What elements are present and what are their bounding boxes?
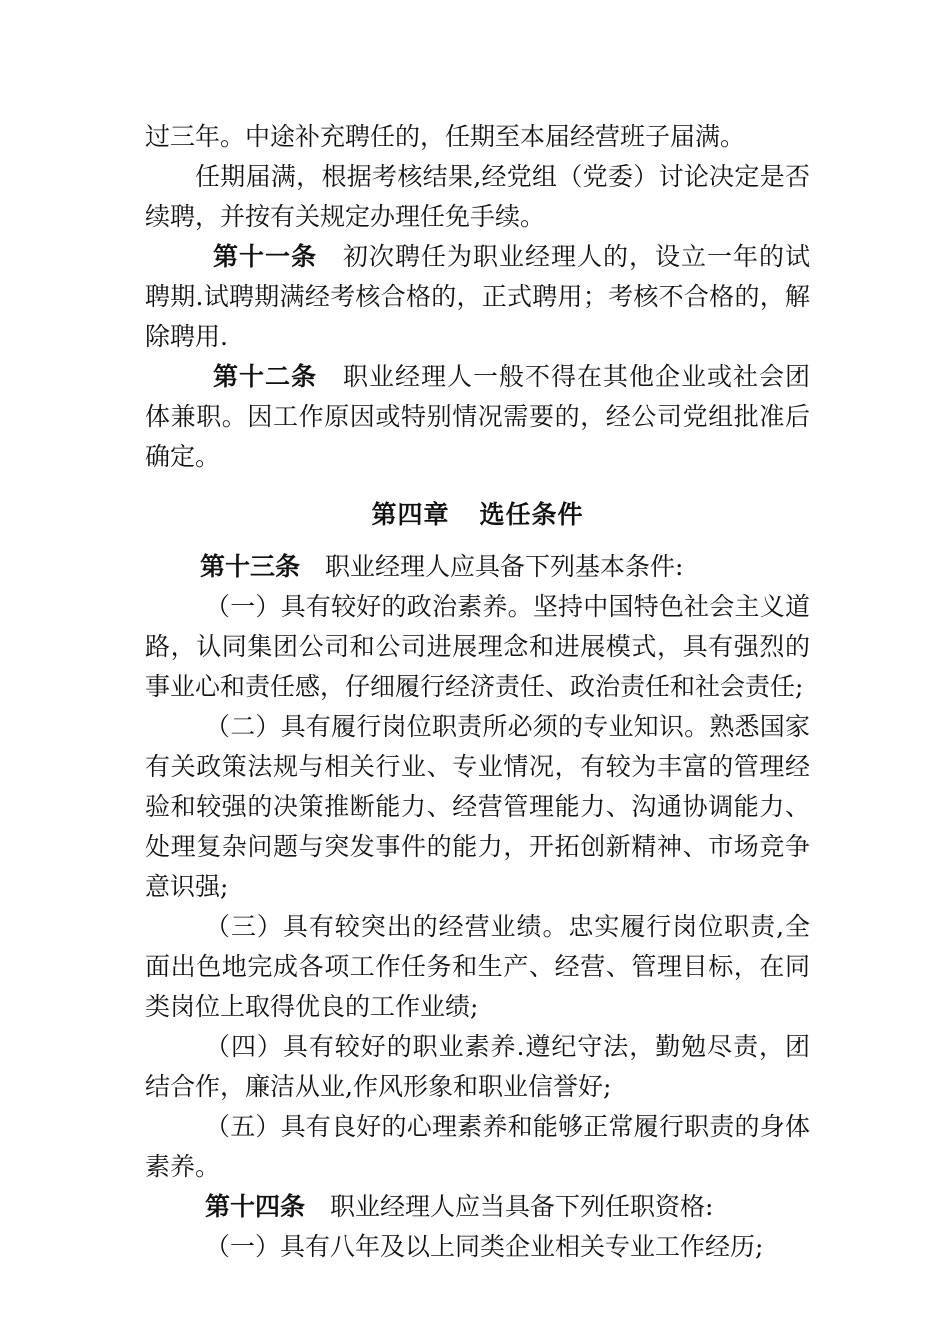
article-11-label: 第十一条	[213, 242, 317, 271]
article-13-item-1: （一）具有较好的政治素养。坚持中国特色社会主义道路，认同集团公司和公司进展理念和进展模式，具有强烈的事业心和责任感，仔细履行经济责任、政治责任和社会责任;	[145, 592, 810, 701]
article-14-label: 第十四条	[205, 1192, 306, 1221]
article-13-item-4: （四）具有较好的职业素养.遵纪守法，勤勉尽责，团结合作，廉洁从业,作风形象和职业信誉好;	[145, 1032, 810, 1101]
article-13-label: 第十三条	[200, 552, 301, 581]
article-13	[145, 547, 810, 587]
chapter-title: 选任条件	[479, 500, 584, 529]
document-page	[145, 117, 810, 1267]
paragraph-term-renewal: 任期届满，根据考核结果,经党组（党委）讨论决定是否续聘，并按有关规定办理任免手续。	[145, 162, 810, 231]
article-12-label: 第十二条	[213, 362, 317, 391]
article-11-text: 初次聘任为职业经理人的，设立一年的试聘期.试聘期满经考核合格的，正式聘用；考核不合格的，解除聘用.	[145, 242, 810, 351]
article-12	[145, 357, 810, 477]
article-13-text: 职业经理人应具备下列基本条件:	[325, 552, 684, 581]
paragraph-term-continuation: 过三年。中途补充聘任的，任期至本届经营班子届满。	[145, 122, 746, 151]
article-13-item-5: （五）具有良好的心理素养和能够正常履行职责的身体素养。	[145, 1112, 810, 1181]
article-14	[145, 1187, 810, 1227]
article-12-text: 职业经理人一般不得在其他企业或社会团体兼职。因工作原因或特别情况需要的，经公司党组批准后确定。	[145, 362, 810, 471]
chapter-number: 第四章	[371, 500, 450, 529]
article-13-item-2: （二）具有履行岗位职责所必须的专业知识。熟悉国家有关政策法规与相关行业、专业情况，有较为丰富的管理经验和较强的决策推断能力、经营管理能力、沟通协调能力、处理复杂问题与突发事件的能力，开拓创新精神、市场竞争意识强;	[145, 712, 810, 901]
article-13-item-3: （三）具有较突出的经营业绩。忠实履行岗位职责,全面出色地完成各项工作任务和生产、经营、管理目标，在同类岗位上取得优良的工作业绩;	[145, 912, 810, 1021]
chapter-heading	[145, 495, 810, 535]
article-14-item-1: （一）具有八年及以上同类企业相关专业工作经历;	[205, 1232, 764, 1261]
article-14-text: 职业经理人应当具备下列任职资格:	[330, 1192, 714, 1221]
article-11	[145, 237, 810, 357]
